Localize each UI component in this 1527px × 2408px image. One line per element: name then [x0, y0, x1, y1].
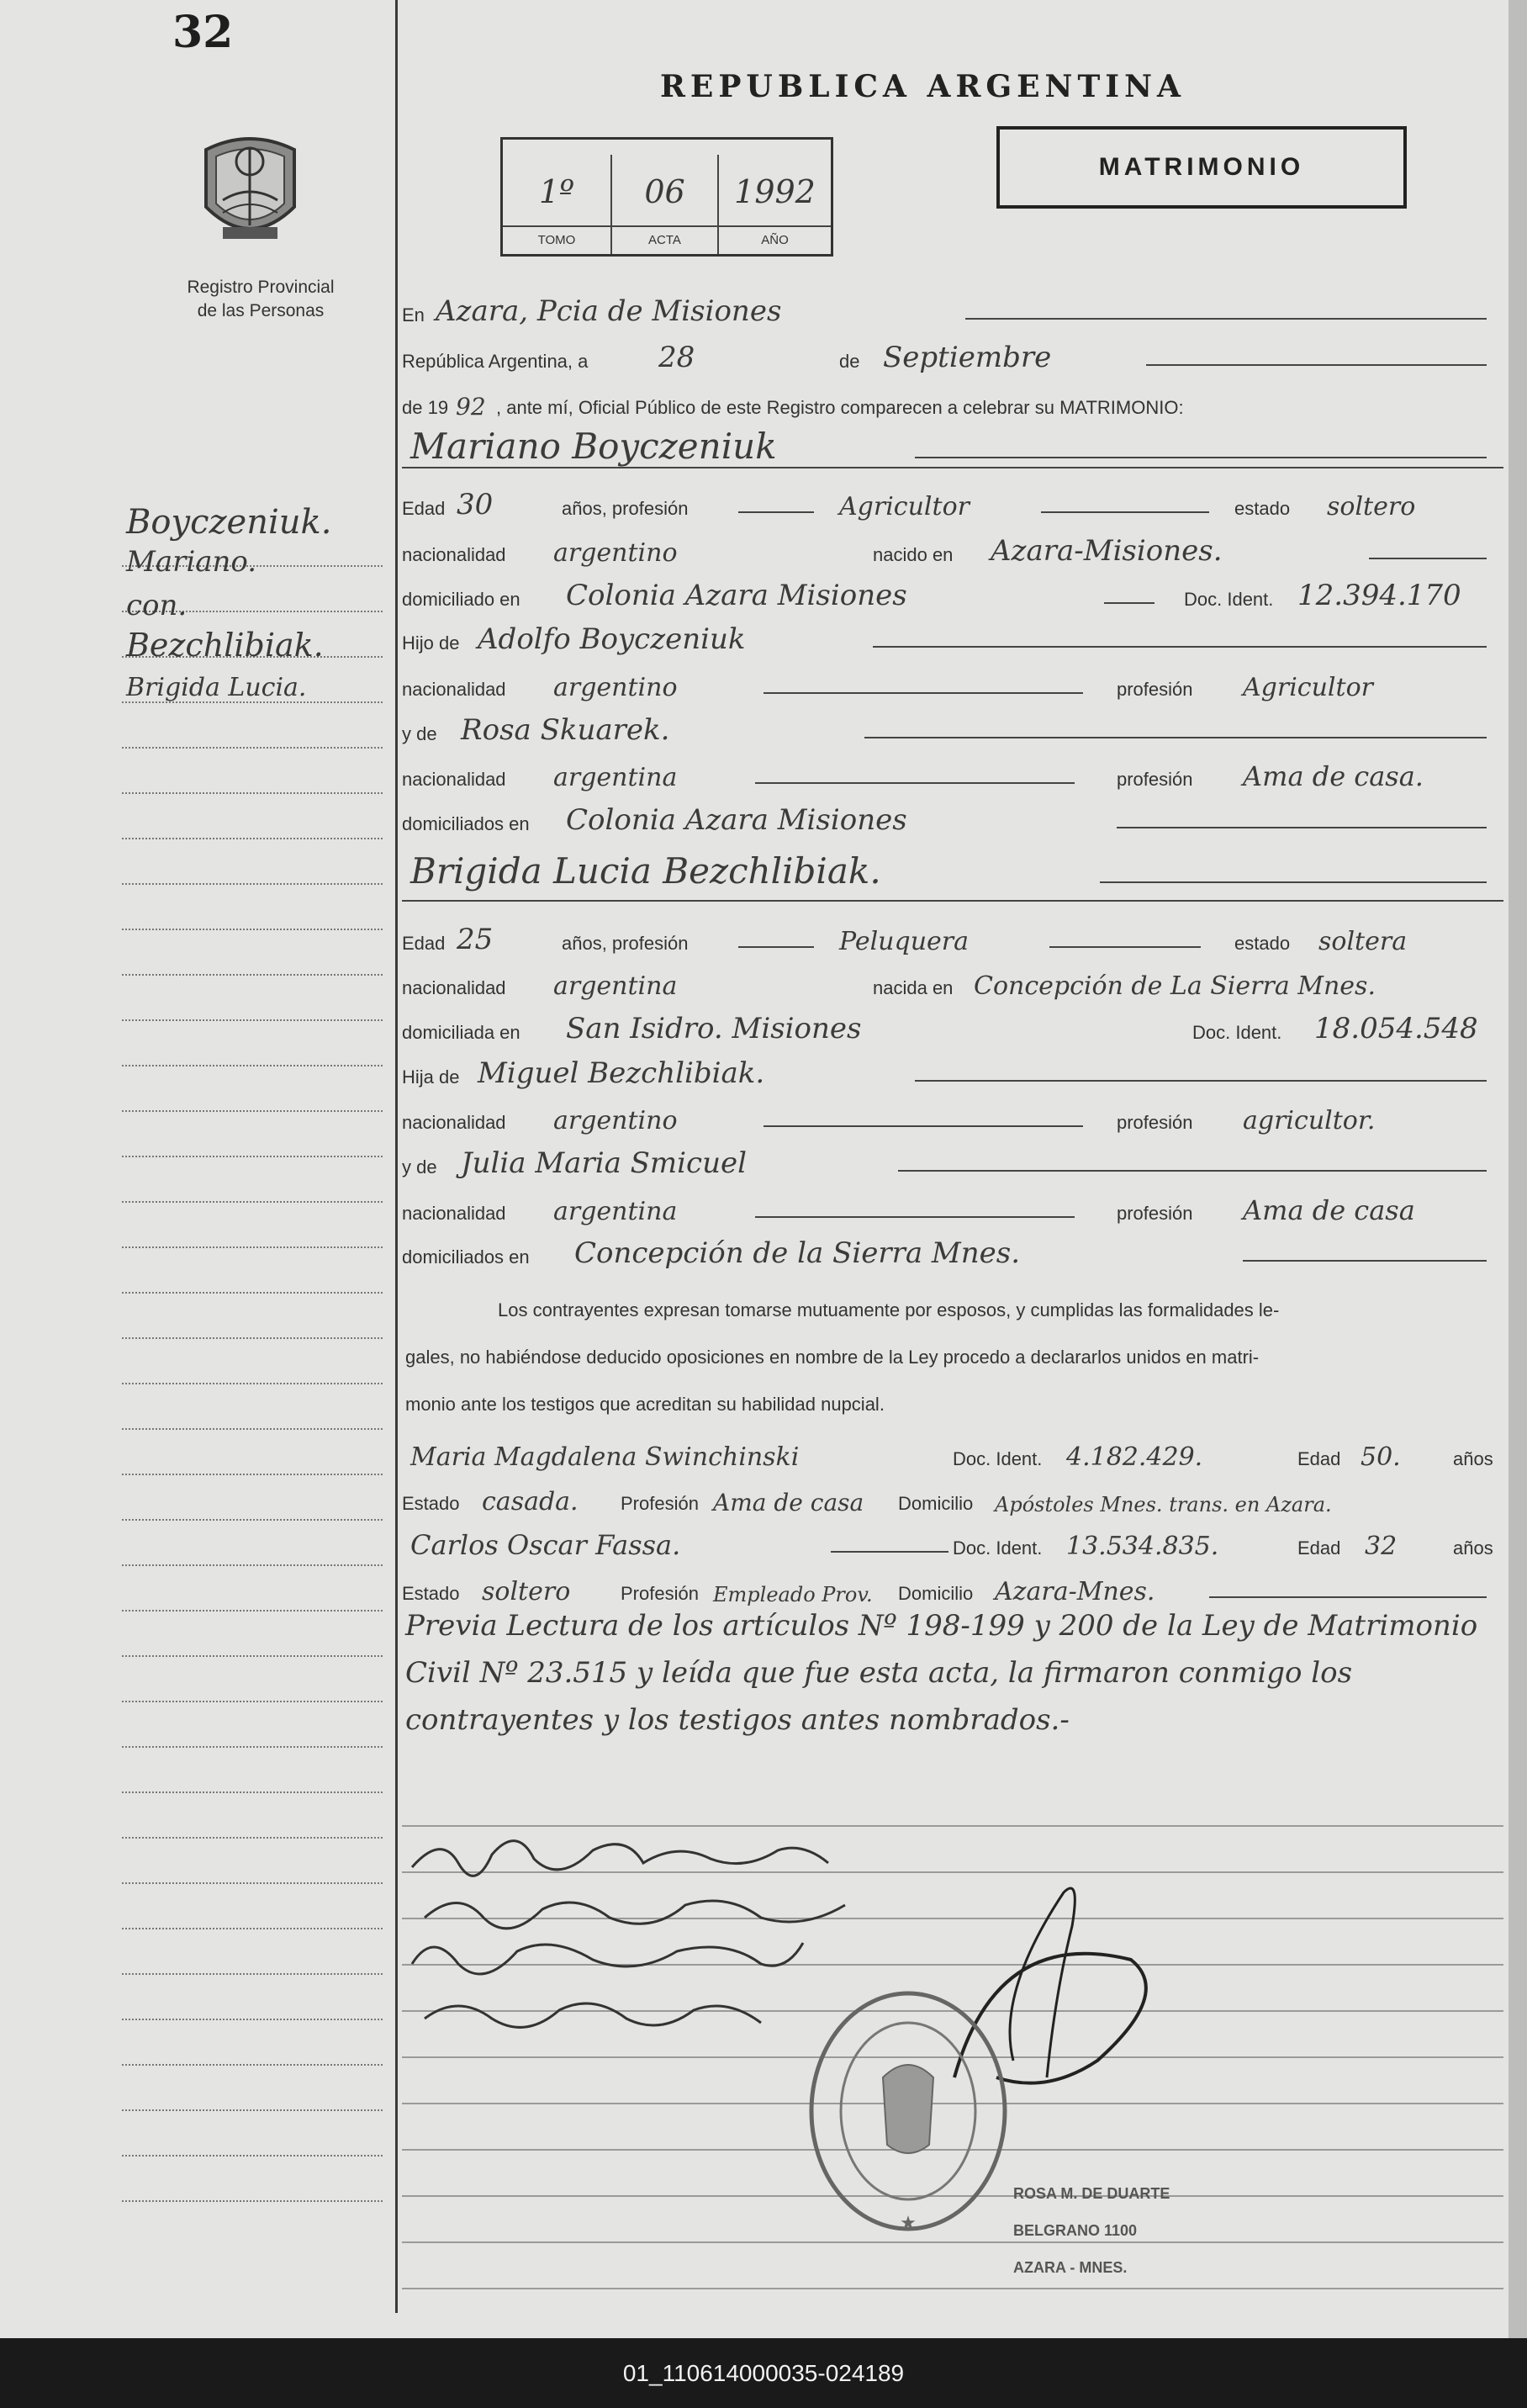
- formal-declaration: [405, 1287, 1498, 1428]
- groom-doc-label: Doc. Ident.: [1184, 589, 1274, 610]
- groom-father-nac: argentino: [553, 673, 678, 702]
- groom-domicilio: Colonia Azara Misiones: [566, 579, 907, 612]
- witness1-details-row: [402, 1466, 1503, 1516]
- bride-name-row: [402, 841, 1503, 892]
- en-label: En: [402, 304, 425, 325]
- witness2-estado-label: Estado: [402, 1583, 460, 1604]
- groom-mother: Rosa Skuarek.: [461, 713, 670, 747]
- witness2-details-row: [402, 1556, 1503, 1606]
- bride-doc-label: Doc. Ident.: [1192, 1022, 1282, 1043]
- bride-father-nac-label: nacionalidad: [402, 1112, 506, 1133]
- groom-mother-prof-label: profesión: [1117, 769, 1193, 790]
- signatures: [408, 1825, 1165, 2094]
- groom-name: Mariano Boyczeniuk: [410, 426, 777, 467]
- year-value: 92: [456, 393, 486, 421]
- witness1-doc: 4.182.429.: [1066, 1442, 1203, 1472]
- bride-profesion-label: años, profesión: [562, 933, 689, 954]
- record-type-box: MATRIMONIO: [996, 126, 1407, 209]
- groom-nationality-row: [402, 517, 1503, 568]
- scan-id-footer: 01_110614000035-024189: [622, 2360, 905, 2386]
- tomo-label: TOMO: [503, 225, 610, 254]
- compare-text: , ante mí, Oficial Público de este Registro comparecen a celebrar su MATRIMONIO:: [496, 397, 1184, 418]
- groom-name-row: [402, 416, 1503, 467]
- ano-value: 1992: [734, 173, 816, 210]
- witness1-estado-label: Estado: [402, 1493, 460, 1514]
- bride-doc: 18.054.548: [1314, 1012, 1478, 1045]
- bride-domiciliada-label: domiciliada en: [402, 1022, 520, 1043]
- margin-note-con: con.: [126, 589, 188, 622]
- de-label: de: [839, 351, 860, 372]
- groom-profesion: Agricultor: [839, 492, 970, 521]
- bride-mother-label: y de: [402, 1156, 437, 1178]
- closing-paragraph: Previa Lectura de los artículos Nº 198-199 y 200 de la Ley de Matrimonio Civil Nº 23.515 y leída que fue esta acta, la firmaron conmigo los contrayentes y los testigos antes nombrados.-: [405, 1609, 1478, 1737]
- place-value: Azara, Pcia de Misiones: [436, 294, 782, 328]
- bride-age-row: [402, 906, 1503, 956]
- witness2-domicilio: Azara-Mnes.: [995, 1577, 1155, 1606]
- witness1-profesion-label: Profesión: [621, 1493, 699, 1514]
- bride-father-info-row: [402, 1085, 1503, 1135]
- bride-mother-info-row: [402, 1176, 1503, 1226]
- witness1-domicilio-label: Domicilio: [898, 1493, 974, 1514]
- bride-mother-row: [402, 1130, 1503, 1180]
- record-reference-box: [500, 137, 833, 257]
- official-stamp: [1013, 2166, 1170, 2295]
- groom-edad: 30: [457, 488, 494, 521]
- bride-nacionalidad: argentina: [553, 971, 678, 1001]
- groom-profesion-label: años, profesión: [562, 498, 689, 519]
- groom-father-prof-label: profesión: [1117, 679, 1193, 700]
- bride-edad-label: Edad: [402, 933, 446, 954]
- witness2-anos-label: años: [1453, 1537, 1493, 1559]
- bride-father-prof: agricultor.: [1243, 1106, 1376, 1135]
- witness2-doc-label: Doc. Ident.: [953, 1537, 1043, 1559]
- groom-estado: soltero: [1327, 492, 1416, 521]
- groom-nacionalidad-label: nacionalidad: [402, 544, 506, 565]
- acta-value: 06: [644, 173, 685, 210]
- bride-edad: 25: [457, 923, 494, 956]
- witness1-anos-label: años: [1453, 1448, 1493, 1469]
- groom-domiciliados-label: domiciliados en: [402, 813, 530, 834]
- bride-parents-domicile-row: [402, 1220, 1503, 1270]
- bride-father-nac: argentino: [553, 1106, 678, 1135]
- bride-name: Brigida Lucia Bezchlibiak.: [410, 850, 881, 892]
- groom-mother-label: y de: [402, 723, 437, 744]
- registry-stamp: [803, 1985, 1013, 2237]
- witness2-name: Carlos Oscar Fassa.: [410, 1529, 681, 1561]
- bride-estado: soltera: [1318, 927, 1408, 956]
- witness1-row: [402, 1421, 1503, 1472]
- witness2-estado: soltero: [482, 1577, 571, 1606]
- witness2-profesion: Empleado Prov.: [713, 1583, 873, 1606]
- bride-mother-nac-label: nacionalidad: [402, 1203, 506, 1224]
- bride-nacida-label: nacida en: [873, 977, 954, 998]
- svg-text:★: ★: [900, 2212, 917, 2233]
- stamp-line-1: ROSA M. DE DUARTE: [1013, 2185, 1170, 2202]
- witness2-row: [402, 1511, 1503, 1561]
- witness2-profesion-label: Profesión: [621, 1583, 699, 1604]
- groom-parents-domicilio: Colonia Azara Misiones: [566, 803, 907, 837]
- groom-nacido-label: nacido en: [873, 544, 954, 565]
- groom-nacido: Azara-Misiones.: [991, 534, 1223, 568]
- formal-line-2: gales, no habiéndose deducido oposiciones en nombre de la Ley procedo a declararlos unidos en matri-: [405, 1347, 1260, 1368]
- bride-profesion: Peluquera: [839, 927, 970, 956]
- tomo-value: 1º: [538, 173, 575, 210]
- witness2-edad-label: Edad: [1297, 1537, 1341, 1559]
- margin-note-bride-name: Brigida Lucia.: [126, 673, 307, 702]
- groom-mother-nac: argentina: [553, 763, 678, 792]
- registry-title: Registro Provincial de las Personas: [187, 278, 335, 320]
- margin-note-bride-surname: Bezchlibiak.: [126, 627, 324, 664]
- formal-line-1: Los contrayentes expresan tomarse mutuamente por esposos, y cumplidas las formalidades le-: [498, 1299, 1280, 1320]
- bride-father-label: Hija de: [402, 1066, 460, 1088]
- stamp-line-2: BELGRANO 1100: [1013, 2222, 1138, 2239]
- bride-domicilio: San Isidro. Misiones: [566, 1012, 862, 1045]
- groom-domiciliado-label: domiciliado en: [402, 589, 520, 610]
- groom-nacionalidad: argentino: [553, 538, 678, 568]
- witness1-domicilio: Apóstoles Mnes. trans. en Azara.: [995, 1493, 1332, 1516]
- bride-estado-label: estado: [1234, 933, 1291, 954]
- acta-label: ACTA: [612, 225, 717, 254]
- bride-mother-prof-label: profesión: [1117, 1203, 1193, 1224]
- bride-nationality-row: [402, 950, 1503, 1001]
- groom-mother-info-row: [402, 742, 1503, 792]
- republica-label: República Argentina, a: [402, 351, 589, 372]
- formal-line-3: monio ante los testigos que acreditan su habilidad nupcial.: [405, 1394, 885, 1415]
- witness2-domicilio-label: Domicilio: [898, 1583, 974, 1604]
- witness1-doc-label: Doc. Ident.: [953, 1448, 1043, 1469]
- margin-rule: [395, 0, 398, 2313]
- margin-ruled-lines: [122, 521, 383, 2202]
- witness2-doc: 13.534.835.: [1066, 1532, 1219, 1561]
- page-number: 32: [172, 7, 234, 58]
- year-prefix-label: de 19: [402, 397, 449, 418]
- groom-edad-label: Edad: [402, 498, 446, 519]
- bride-father-prof-label: profesión: [1117, 1112, 1193, 1133]
- day-value: 28: [658, 341, 695, 374]
- bride-parents-domicilio: Concepción de la Sierra Mnes.: [574, 1236, 1021, 1270]
- groom-father-nac-label: nacionalidad: [402, 679, 506, 700]
- intro-date-row: [402, 324, 1503, 374]
- witness1-edad: 50.: [1361, 1442, 1401, 1472]
- groom-father: Adolfo Boyczeniuk: [478, 622, 746, 656]
- witness1-estado: casada.: [482, 1487, 579, 1516]
- stamp-line-3: AZARA - MNES.: [1013, 2259, 1128, 2276]
- groom-mother-row: [402, 696, 1503, 747]
- bride-father-row: [402, 1040, 1503, 1090]
- bride-domiciliados-label: domiciliados en: [402, 1246, 530, 1268]
- country-heading: REPUBLICA ARGENTINA: [660, 69, 1186, 104]
- bride-nacionalidad-label: nacionalidad: [402, 977, 506, 998]
- intro-place-row: [402, 278, 1503, 328]
- groom-mother-prof: Ama de casa.: [1243, 760, 1424, 792]
- groom-father-prof: Agricultor: [1243, 673, 1373, 702]
- margin-note-surname: Boyczeniuk.: [126, 503, 332, 542]
- witness1-profesion: Ama de casa: [713, 1489, 864, 1516]
- ano-label: AÑO: [719, 225, 831, 254]
- bride-mother-prof: Ama de casa: [1243, 1194, 1415, 1226]
- groom-age-row: [402, 471, 1503, 521]
- page-edge: [1509, 0, 1527, 2338]
- margin-note-name: Mariano.: [126, 545, 257, 579]
- bride-father: Miguel Bezchlibiak.: [478, 1056, 765, 1090]
- provincial-seal-icon: [198, 133, 303, 251]
- intro-year-row: [402, 370, 1503, 421]
- month-value: Septiembre: [883, 341, 1052, 374]
- groom-father-label: Hijo de: [402, 632, 460, 654]
- witness1-name: Maria Magdalena Swinchinski: [410, 1442, 800, 1472]
- groom-doc: 12.394.170: [1297, 579, 1461, 612]
- groom-mother-nac-label: nacionalidad: [402, 769, 506, 790]
- groom-estado-label: estado: [1234, 498, 1291, 519]
- groom-domicile-row: [402, 562, 1503, 612]
- bride-nacida: Concepción de La Sierra Mnes.: [974, 971, 1376, 1001]
- witness2-edad: 32: [1365, 1532, 1398, 1561]
- groom-father-info-row: [402, 652, 1503, 702]
- witness1-edad-label: Edad: [1297, 1448, 1341, 1469]
- bride-mother-nac: argentina: [553, 1197, 678, 1226]
- groom-father-row: [402, 606, 1503, 656]
- bride-mother: Julia Maria Smicuel: [461, 1146, 747, 1180]
- bride-domicile-row: [402, 995, 1503, 1045]
- groom-parents-domicile-row: [402, 786, 1503, 837]
